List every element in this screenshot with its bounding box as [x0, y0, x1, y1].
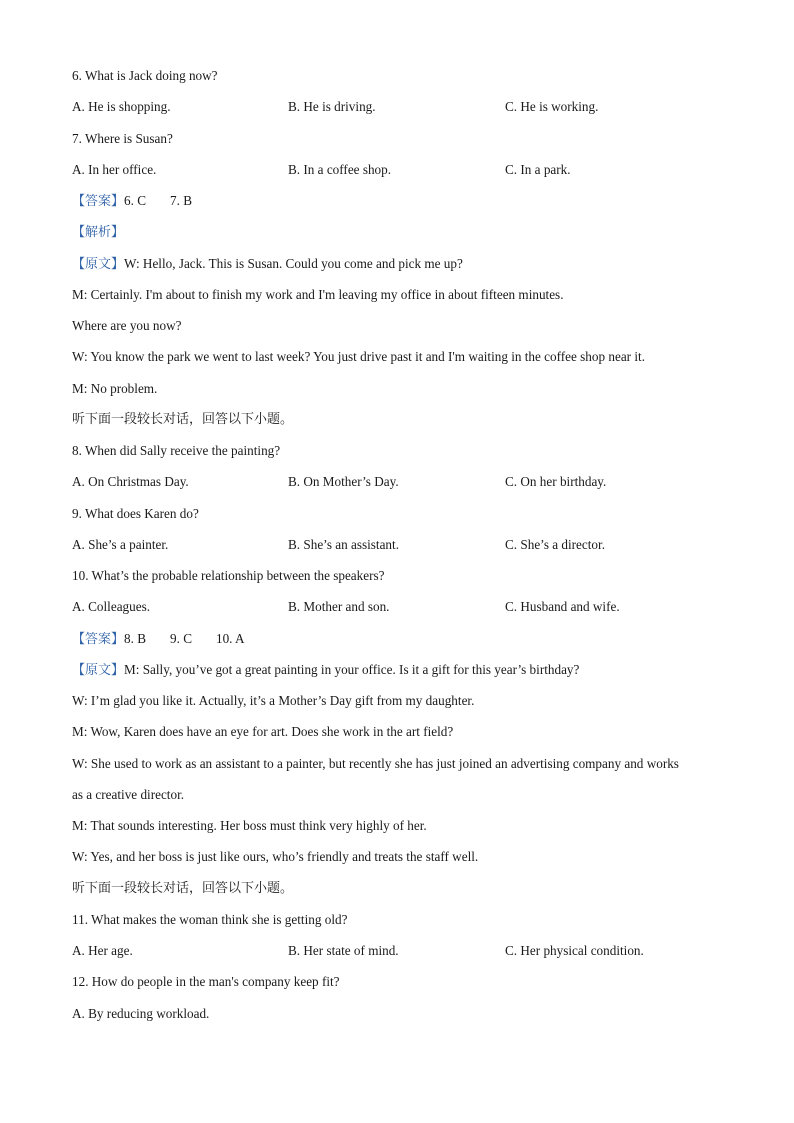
option-a: A. She’s a painter. — [72, 536, 169, 552]
option-a: A. Her age. — [72, 943, 133, 958]
question-text: 8. When did Sally receive the painting? — [72, 443, 281, 458]
transcript-line: Where are you now? — [72, 318, 182, 333]
option-c: C. He is working. — [505, 99, 599, 115]
question-text: 12. How do people in the man's company keep fit? — [72, 974, 340, 990]
transcript-line: W: Yes, and her boss is just like ours, who’s friendly and treats the staff well. — [72, 849, 479, 865]
question-text: 6. What is Jack doing now? — [72, 68, 218, 83]
transcript-line: M: Wow, Karen does have an eye for art. Does she work in the art field? — [72, 724, 454, 740]
option-a: A. In her office. — [72, 161, 157, 177]
answer-value: 7. B — [170, 193, 192, 208]
analysis-heading — [72, 222, 734, 243]
transcript-line — [72, 254, 734, 275]
option-c: C. Her physical condition. — [505, 943, 644, 958]
transcript-line: A. By reducing workload. — [72, 1005, 210, 1021]
transcript-line: W: She used to work as an assistant to a painter, but recently she has just joined an advertising company and works — [72, 755, 679, 771]
option-b: B. Her state of mind. — [288, 943, 399, 958]
answer-key-line — [72, 191, 734, 212]
section-instruction: 听下面一段较长对话，回答以下小题。 — [72, 880, 294, 896]
option-c: C. Husband and wife. — [505, 599, 620, 615]
answer-value: 6. C — [124, 193, 146, 208]
option-a: A. Colleagues. — [72, 599, 151, 615]
option-b: B. She’s an assistant. — [288, 536, 399, 552]
option-a: A. He is shopping. — [72, 99, 171, 115]
transcript-line: M: Certainly. I'm about to finish my work and I'm leaving my office in about fifteen minutes. — [72, 286, 564, 302]
transcript-tag: 【原文】 — [72, 256, 125, 272]
question-text: 10. What’s the probable relationship between the speakers? — [72, 568, 385, 583]
section-instruction: 听下面一段较长对话，回答以下小题。 — [72, 411, 294, 427]
option-b: B. On Mother’s Day. — [288, 474, 399, 490]
answer-value: 8. B — [124, 630, 146, 646]
option-b: B. He is driving. — [288, 99, 376, 115]
option-c: C. In a park. — [505, 161, 571, 177]
answer-key-line — [72, 629, 734, 650]
answer-value: 10. A — [215, 630, 245, 646]
transcript-line — [72, 660, 734, 681]
answer-tag: 【答案】 — [72, 631, 125, 647]
option-b: B. Mother and son. — [288, 599, 390, 615]
transcript-line: M: No problem. — [72, 380, 158, 396]
transcript-line: W: I’m glad you like it. Actually, it’s a Mother’s Day gift from my daughter. — [72, 693, 475, 708]
transcript-text: M: Sally, you’ve got a great painting in your office. Is it a gift for this year’s birthday? — [124, 661, 580, 677]
question-text: 7. Where is Susan? — [72, 130, 173, 146]
option-a: A. On Christmas Day. — [72, 474, 189, 490]
option-c: C. On her birthday. — [505, 474, 607, 490]
answer-tag: 【答案】 — [72, 194, 125, 209]
analysis-tag: 【解析】 — [72, 225, 125, 241]
transcript-tag: 【原文】 — [72, 662, 125, 678]
question-text: 11. What makes the woman think she is getting old? — [72, 911, 348, 927]
transcript-line: W: You know the park we went to last week? You just drive past it and I'm waiting in the coffee shop near it. — [72, 349, 645, 365]
transcript-text: W: Hello, Jack. This is Susan. Could you come and pick me up? — [124, 255, 463, 271]
option-b: B. In a coffee shop. — [288, 161, 392, 177]
answer-value: 9. C — [170, 630, 192, 646]
option-c: C. She’s a director. — [505, 536, 605, 552]
question-text: 9. What does Karen do? — [72, 505, 199, 521]
transcript-line: as a creative director. — [72, 786, 185, 802]
transcript-line: M: That sounds interesting. Her boss must think very highly of her. — [72, 818, 427, 833]
